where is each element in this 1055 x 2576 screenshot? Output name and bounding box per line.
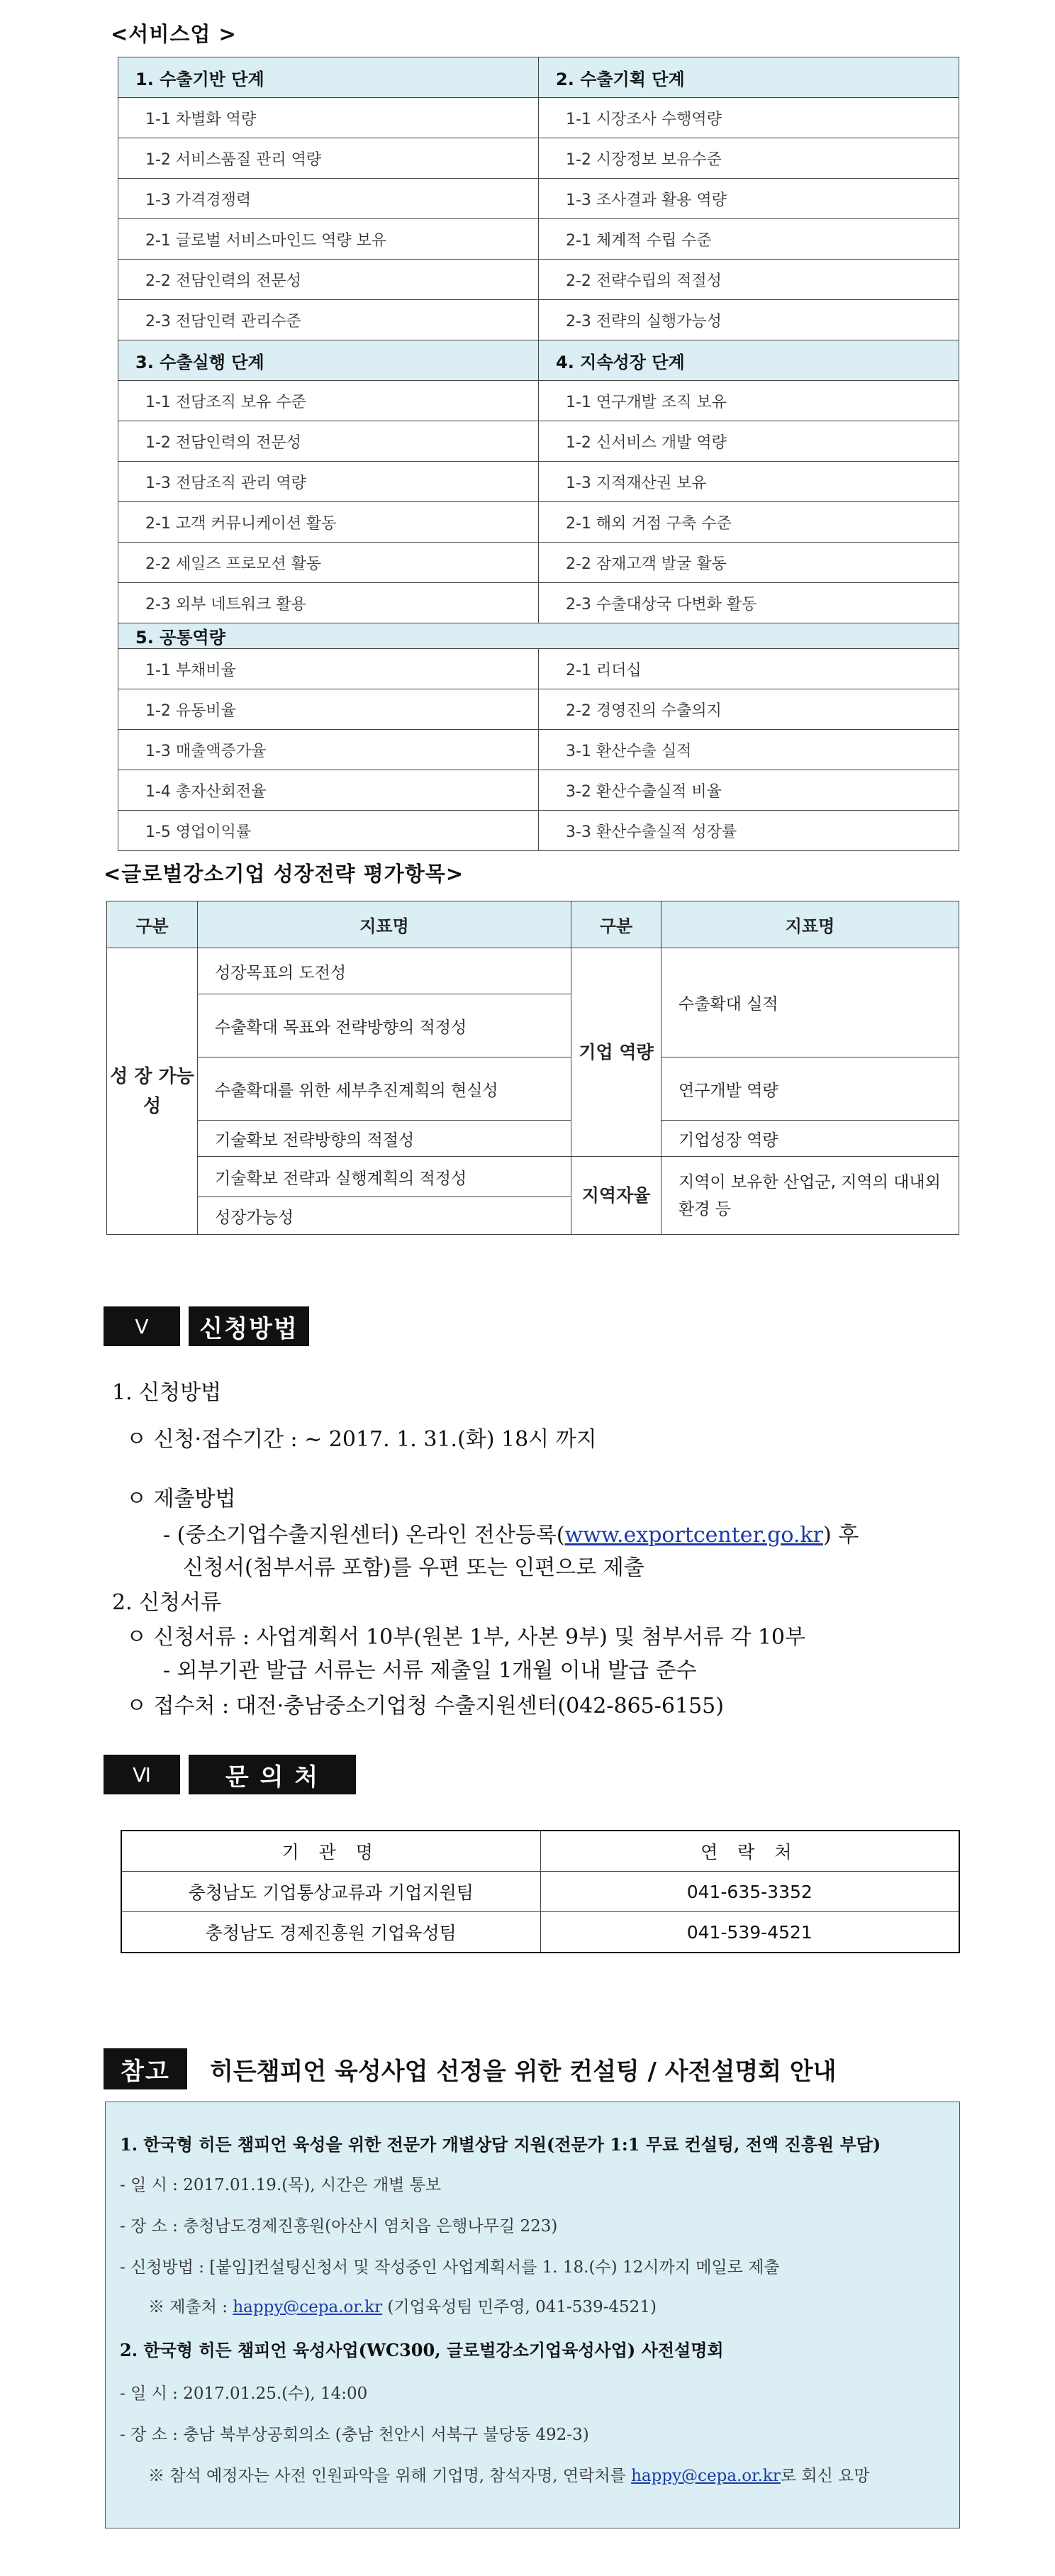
table-row [118,770,959,811]
table-row [118,421,959,462]
submit-method-heading: ㅇ 제출방법 [126,1487,236,1511]
section-6-number: Ⅵ [104,1755,180,1794]
indicator-cell: 2-2 전담인력의 전문성 [118,260,539,300]
indicator-cell: 1-2 유동비율 [118,689,539,730]
table-row [118,340,959,381]
region-category-label: 지역자율 [571,1157,662,1235]
table-row [118,689,959,730]
contact-header-org: 기 관 명 [121,1831,540,1872]
indicator-cell: 1-2 전담인력의 전문성 [118,421,539,462]
table-row [118,543,959,583]
notice-item-2-note [148,2463,870,2486]
indicator-cell: 2-2 전략수립의 적절성 [539,260,959,300]
table-row [118,138,959,179]
indicator-cell: 1-1 전담조직 보유 수준 [118,381,539,421]
submit-contact: (기업육성팀 민주영, 041-539-4521) [382,2298,657,2316]
table-row [118,98,959,138]
contact-header-tel: 연 락 처 [540,1831,959,1872]
indicator-cell: 2-1 고객 커뮤니케이션 활동 [118,502,539,543]
contact-org: 충청남도 경제진흥원 기업육성팀 [121,1912,540,1953]
notice-item-2-date: - 일 시 : 2017.01.25.(수), 14:00 [120,2385,368,2403]
indicator-cell: 2-2 경영진의 수출의지 [539,689,959,730]
growth-item: 성장목표의 도전성 [198,948,571,994]
indicator-cell: 1-1 부채비율 [118,649,539,689]
apply-period: ㅇ 신청·접수기간 : ~ 2017. 1. 31.(화) 18시 까지 [126,1427,597,1452]
company-item: 연구개발 역량 [662,1057,959,1121]
indicator-cell: 1-3 전담조직 관리 역량 [118,462,539,502]
stage-header-cell: 3. 수출실행 단계 [118,340,539,381]
table-row [118,462,959,502]
indicator-cell: 1-1 차별화 역량 [118,98,539,138]
indicator-cell: 2-3 전략의 실행가능성 [539,300,959,340]
notice-label: 참고 [104,2048,187,2089]
indicator-cell: 2-3 외부 네트워크 활용 [118,583,539,623]
stage-header-cell: 1. 수출기반 단계 [118,57,539,98]
table-row [118,583,959,623]
table-header-indicator: 지표명 [198,901,571,948]
growth-item: 수출확대 목표와 전략방향의 적정성 [198,994,571,1057]
global-section-title: <글로벌강소기업 성장전략 평가항목> [104,862,464,886]
indicator-cell: 1-3 가격경쟁력 [118,179,539,219]
table-row [118,811,959,851]
growth-item: 수출확대를 위한 세부추진계획의 현실성 [198,1057,571,1121]
exportcenter-link[interactable]: www.exportcenter.go.kr [564,1523,823,1548]
submit-label: ※ 제출처 : [148,2298,233,2316]
section-5-title: 신청방법 [189,1306,309,1346]
indicator-cell: 1-2 신서비스 개발 역량 [539,421,959,462]
table-row [118,179,959,219]
contact-tel: 041-635-3352 [540,1872,959,1912]
company-category-label: 기업 역량 [571,948,662,1157]
table-header-category: 구분 [107,901,198,948]
indicator-cell: 3-1 환산수출 실적 [539,730,959,770]
indicator-cell: 2-3 전담인력 관리수준 [118,300,539,340]
indicator-cell: 1-5 영업이익률 [118,811,539,851]
indicator-cell: 2-1 체계적 수립 수준 [539,219,959,260]
indicator-cell: 2-2 잠재고객 발굴 활동 [539,543,959,583]
contact-org: 충청남도 기업통상교류과 기업지원팀 [121,1872,540,1912]
table-header-category: 구분 [571,901,662,948]
indicator-cell: 1-2 서비스품질 관리 역량 [118,138,539,179]
table-row [118,57,959,98]
indicator-cell: 1-2 시장정보 보유수준 [539,138,959,179]
submit-method-line [163,1517,859,1548]
table-row [118,381,959,421]
stage-header-cell: 4. 지속성장 단계 [539,340,959,381]
indicator-cell: 1-1 시장조사 수행역량 [539,98,959,138]
submit-method-text: - (중소기업수출지원센터) 온라인 전산등록( [163,1523,565,1548]
apply-docs-heading: 2. 신청서류 [112,1590,222,1615]
section-6-heading [104,1755,356,1794]
apply-method-heading: 1. 신청방법 [112,1380,222,1405]
indicator-cell: 2-1 해외 거점 구축 수준 [539,502,959,543]
stage-header-cell: 2. 수출기획 단계 [539,57,959,98]
table-row [118,300,959,340]
notice-item-1-place: - 장 소 : 충청남도경제진흥원(아산시 염치읍 은행나무길 223) [120,2217,558,2236]
note-text: ※ 참석 예정자는 사전 인원파악을 위해 기업명, 참석자명, 연락처를 [148,2467,632,2485]
indicator-cell: 1-1 연구개발 조직 보유 [539,381,959,421]
reception-office: ㅇ 접수처 : 대전·충남중소기업청 수출지원센터(042-865-6155) [126,1694,724,1719]
contact-table [121,1830,960,1953]
table-row [118,219,959,260]
indicator-cell: 2-3 수출대상국 다변화 활동 [539,583,959,623]
section-6-title: 문 의 처 [189,1755,356,1794]
section-5-number: Ⅴ [104,1306,180,1346]
indicator-cell: 1-3 지적재산권 보유 [539,462,959,502]
table-row [118,623,959,649]
notice-item-1-apply: - 신청방법 : [붙임]컨설팅신청서 및 작성중인 사업계획서를 1. 18.(수) 12시까지 메일로 제출 [120,2258,780,2277]
indicator-cell: 2-2 세일즈 프로모션 활동 [118,543,539,583]
indicator-cell: 1-3 매출액증가율 [118,730,539,770]
apply-docs-note: - 외부기관 발급 서류는 서류 제출일 1개월 이내 발급 준수 [163,1658,697,1683]
table-row [118,502,959,543]
table-row [118,730,959,770]
service-evaluation-table [118,57,959,851]
service-section-title: <서비스업 > [111,22,237,46]
growth-item: 기술확보 전략과 실행계획의 적정성 [198,1157,571,1197]
stage-header-cell: 5. 공통역량 [118,623,959,649]
region-item: 지역이 보유한 산업군, 지역의 대내외 환경 등 [662,1157,959,1235]
notice-item-2-heading: 2. 한국형 히든 챔피언 육성사업(WC300, 글로벌강소기업육성사업) 사전설명회 [120,2340,724,2360]
notice-box [105,2102,960,2528]
contact-tel: 041-539-4521 [540,1912,959,1953]
email-link[interactable]: happy@cepa.or.kr [233,2298,383,2316]
notice-item-1-date: - 일 시 : 2017.01.19.(목), 시간은 개별 통보 [120,2176,442,2194]
indicator-cell: 2-1 리더십 [539,649,959,689]
notice-item-2-place: - 장 소 : 충남 북부상공회의소 (충남 천안시 서북구 불당동 492-3) [120,2426,589,2444]
note-suffix: 로 회신 요망 [780,2467,870,2485]
section-5-heading [104,1306,309,1346]
notice-item-1-submit [148,2294,657,2317]
email-link[interactable]: happy@cepa.or.kr [631,2467,781,2485]
growth-item: 성장가능성 [198,1197,571,1235]
submit-method-suffix: ) 후 [822,1523,859,1548]
company-item: 기업성장 역량 [662,1121,959,1157]
indicator-cell: 1-3 조사결과 활용 역량 [539,179,959,219]
indicator-cell: 3-3 환산수출실적 성장률 [539,811,959,851]
indicator-cell: 1-4 총자산회전율 [118,770,539,811]
growth-item: 기술확보 전략방향의 적절성 [198,1121,571,1157]
table-row [118,260,959,300]
indicator-cell: 3-2 환산수출실적 비율 [539,770,959,811]
table-header-indicator: 지표명 [662,901,959,948]
notice-item-1-heading: 1. 한국형 히든 챔피언 육성을 위한 전문가 개별상담 지원(전문가 1:1 무료 컨설팅, 전액 진흥원 부담) [120,2134,881,2155]
notice-title: 히든챔피언 육성사업 선정을 위한 컨설팅 / 사전설명회 안내 [210,2058,837,2086]
submit-method-detail: 신청서(첨부서류 포함)를 우편 또는 인편으로 제출 [183,1555,644,1580]
growth-category-label: 성 장 가능성 [107,948,198,1235]
apply-docs: ㅇ 신청서류 : 사업계획서 10부(원본 1부, 사본 9부) 및 첨부서류 각 10부 [126,1625,805,1650]
growth-strategy-table [106,901,959,1235]
indicator-cell: 2-1 글로벌 서비스마인드 역량 보유 [118,219,539,260]
company-item: 수출확대 실적 [662,948,959,1057]
table-row [118,649,959,689]
